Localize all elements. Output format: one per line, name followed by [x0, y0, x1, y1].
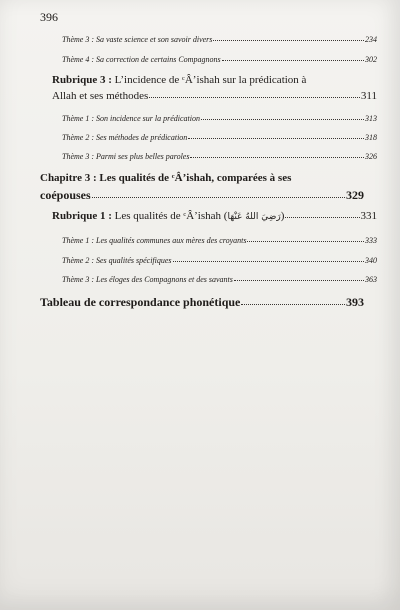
toc-entry-page: 311: [360, 90, 377, 102]
leader-dots: [222, 59, 364, 61]
toc-entry-page: 393: [346, 295, 364, 309]
toc-entry-page: 302: [365, 55, 377, 64]
leader-dots: [285, 216, 359, 218]
toc-entry-page: 340: [365, 256, 377, 265]
leader-dots: [149, 96, 360, 98]
toc-entry-page: 326: [365, 152, 377, 161]
leader-dots: [173, 260, 364, 262]
rubrique-label: Rubrique 3 :: [52, 74, 112, 86]
toc-entry-title: Allah et ses méthodes: [52, 90, 149, 102]
toc-entry-page: 333: [365, 236, 377, 245]
leader-dots: [201, 118, 364, 120]
leader-dots: [234, 279, 364, 281]
toc-entry: [62, 152, 377, 161]
toc-entry-title: Thème 3 : Parmi ses plus belles paroles: [62, 152, 190, 161]
toc-entry-title: Thème 3 : Les éloges des Compagnons et des savants: [62, 275, 233, 284]
leader-dots: [247, 240, 364, 242]
toc-entry: [62, 55, 377, 64]
toc-entry-page: 363: [365, 275, 377, 284]
toc-entry: [40, 295, 364, 310]
leader-dots: [92, 196, 345, 198]
toc-entry: [52, 210, 377, 222]
toc-entry: [62, 275, 377, 284]
toc-entry-page: 313: [365, 114, 377, 123]
toc-entry-title: Thème 3 : Sa vaste science et son savoir divers: [62, 35, 213, 44]
toc-entry-title: [52, 210, 284, 222]
toc-entry: [62, 256, 377, 265]
toc-entry-title: Thème 4 : Sa correction de certains Compagnons: [62, 55, 221, 64]
toc-entry: [62, 35, 377, 44]
leader-dots: [188, 137, 364, 139]
leader-dots: [190, 156, 364, 158]
rubrique-label: Rubrique 1 :: [52, 210, 112, 222]
toc-entry-page: 318: [365, 133, 377, 142]
leader-dots: [213, 39, 364, 41]
closing-paren: ): [280, 210, 285, 222]
toc-entry-title: Thème 2 : Ses qualités spécifiques: [62, 256, 172, 265]
toc-entry-title: coépouses: [40, 188, 91, 202]
toc-entry-page: 329: [346, 188, 364, 202]
toc-entry: [52, 90, 377, 102]
toc-entry: [62, 133, 377, 142]
toc-entry: [40, 188, 364, 203]
rubrique-title: Les qualités de ᶜÂ’ishah (: [111, 210, 228, 222]
toc-entry: [62, 236, 377, 245]
honorific-arabic: رَضِيَ اللهُ عَنْهَا: [227, 212, 281, 222]
page-number: 396: [40, 10, 58, 24]
toc-chapter-first-line: Chapitre 3 : Les qualités de ᶜÂ’ishah, comparées à ses: [40, 172, 292, 184]
toc-entry-page: 331: [360, 210, 377, 222]
toc-entry-title: Thème 1 : Les qualités communes aux mères des croyants: [62, 236, 247, 245]
leader-dots: [241, 303, 345, 305]
toc-entry-title: Tableau de correspondance phonétique: [40, 295, 241, 309]
rubrique-title-part1: L’incidence de ᶜÂ’ishah sur la prédication à: [111, 74, 307, 86]
toc-entry: [62, 114, 377, 123]
toc-entry-title: Thème 2 : Ses méthodes de prédication: [62, 133, 188, 142]
toc-entry-page: 234: [365, 35, 377, 44]
toc-rubrique-first-line: [52, 74, 306, 86]
toc-entry-title: Thème 1 : Son incidence sur la prédication: [62, 114, 200, 123]
